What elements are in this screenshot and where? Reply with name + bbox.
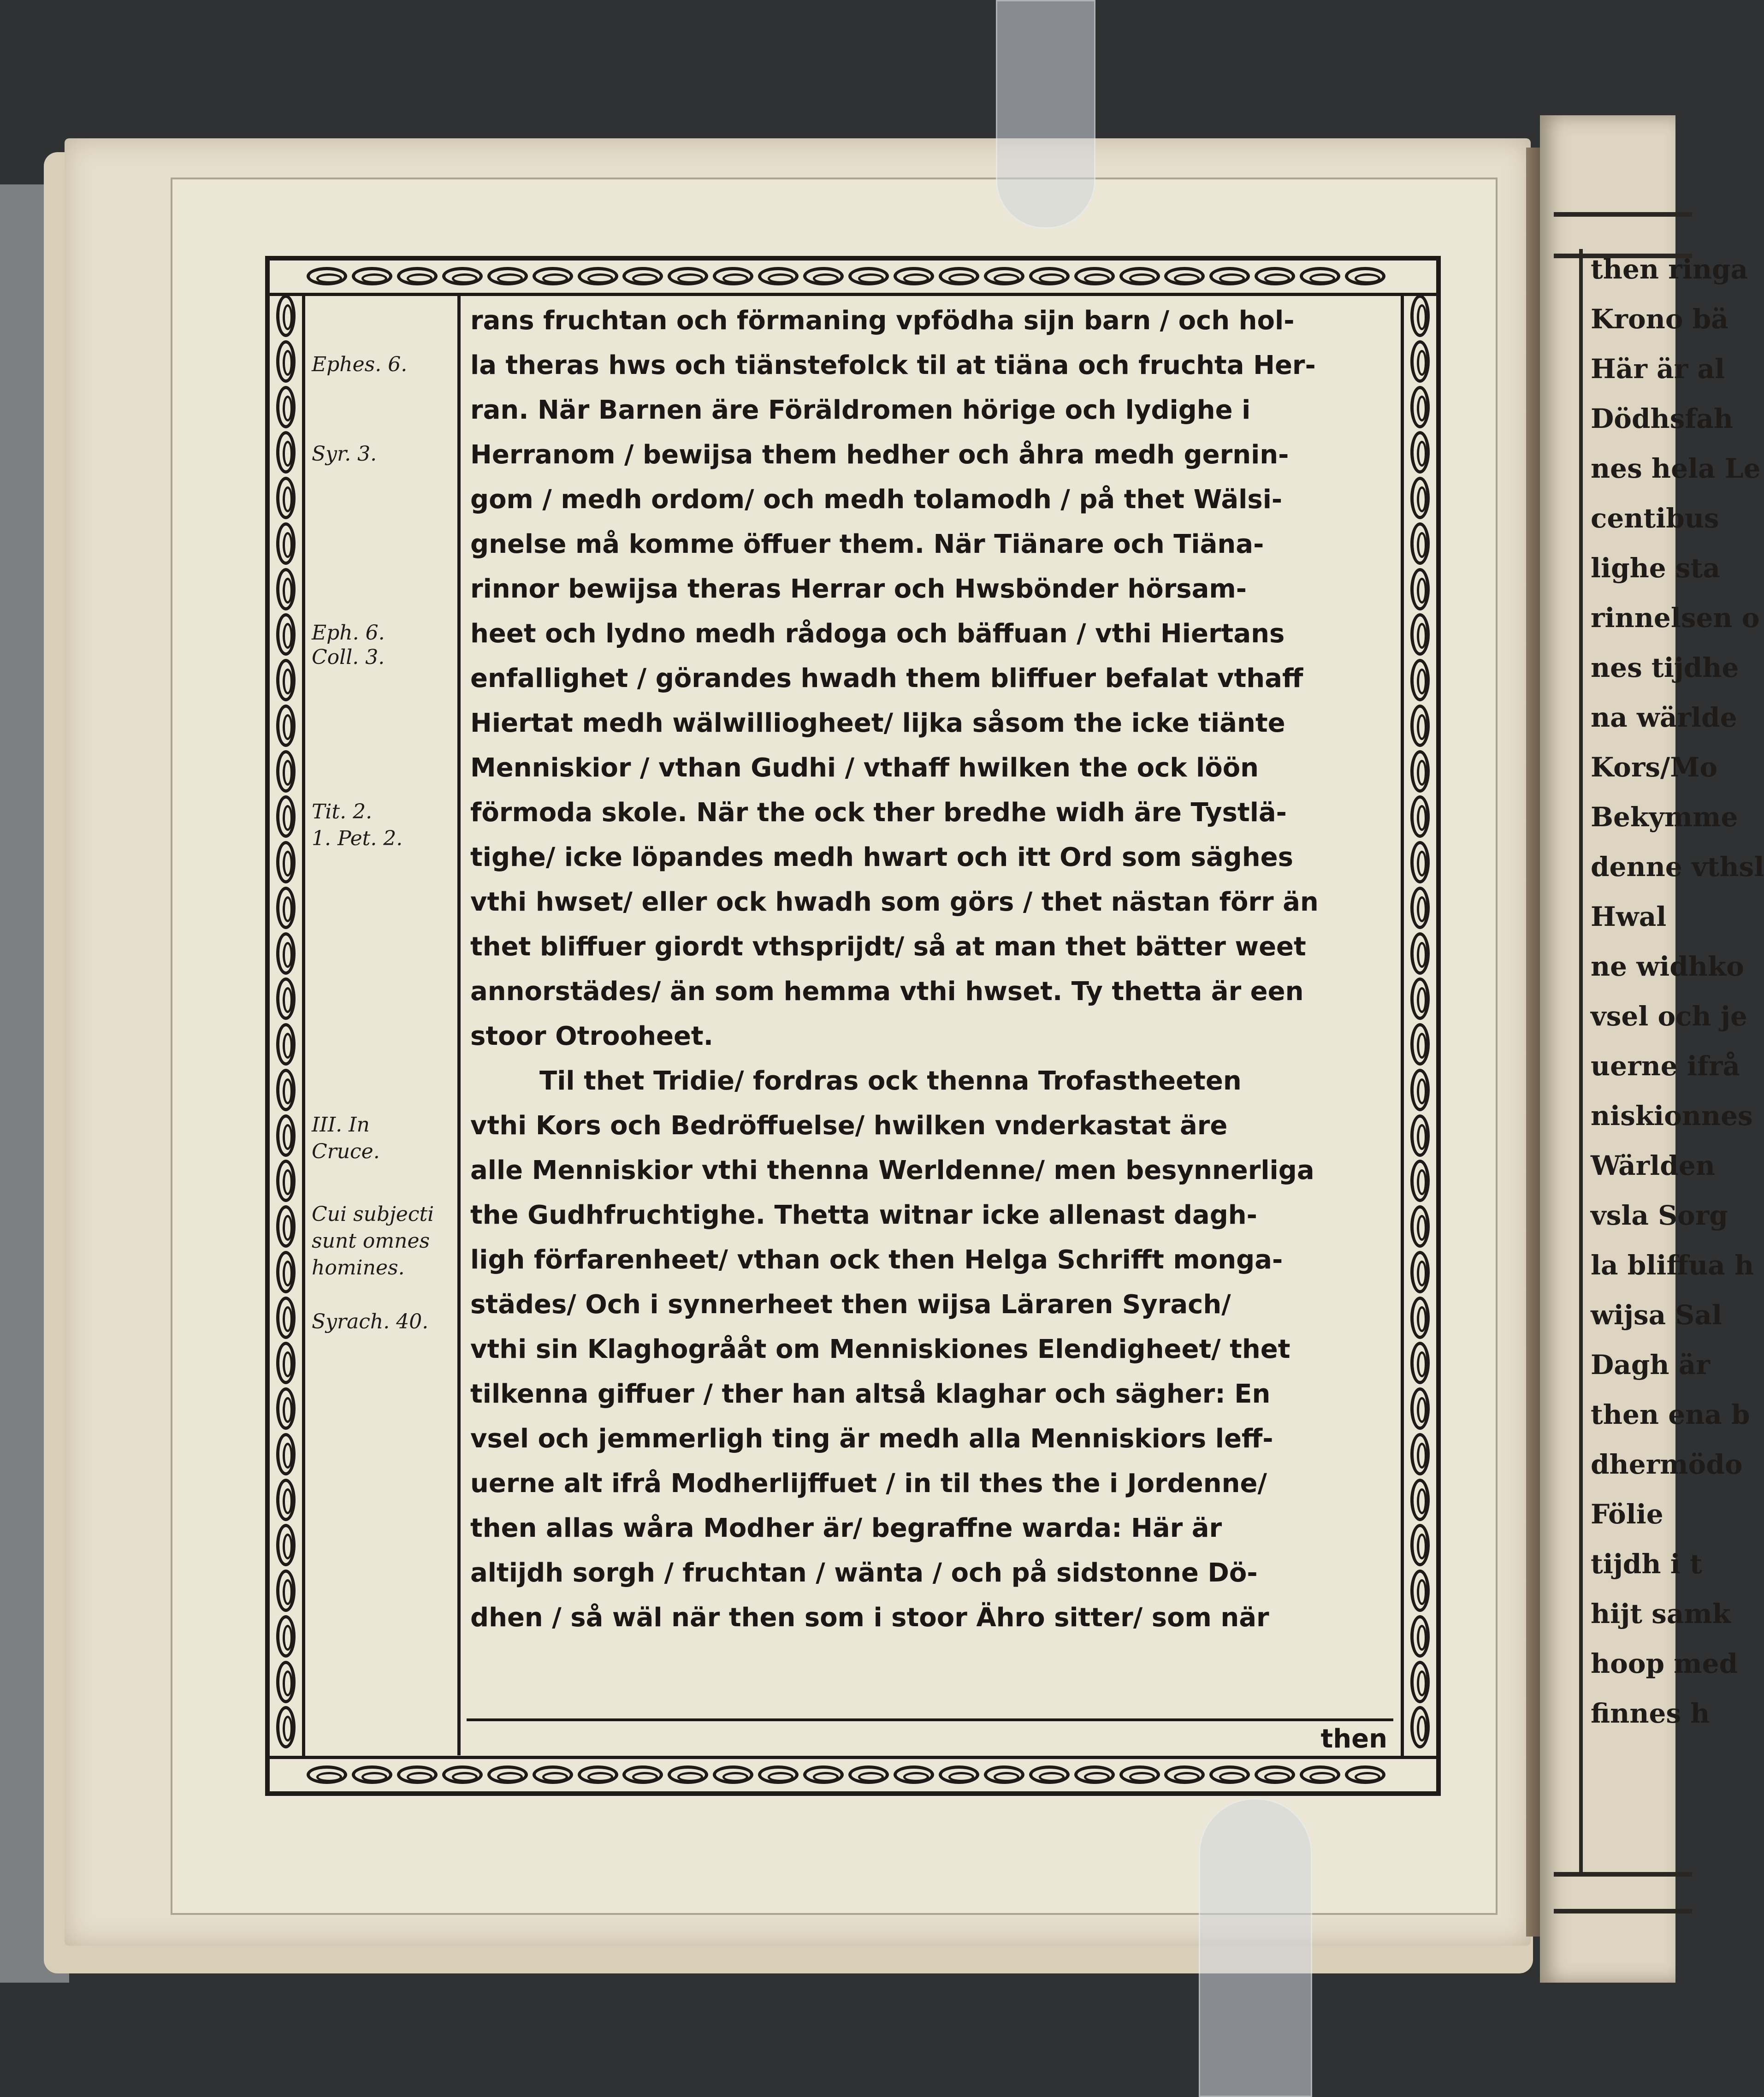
right-page-line: vsel och je — [1591, 1001, 1747, 1032]
chain-link — [1345, 267, 1385, 285]
chain-link — [533, 1765, 573, 1784]
chain-link — [622, 267, 663, 285]
right-page-line: Bekymme — [1591, 801, 1738, 833]
chain-link — [397, 267, 438, 285]
chain-link — [1029, 1765, 1070, 1784]
chain-link — [307, 267, 347, 285]
chain-link — [1410, 1251, 1430, 1293]
chain-link — [276, 1023, 296, 1066]
chain-link — [352, 267, 392, 285]
chain-link — [276, 1524, 296, 1566]
chain-link — [352, 1765, 392, 1784]
chain-link — [1410, 1160, 1430, 1202]
chain-link — [984, 267, 1024, 285]
text-line: vthi Kors och Bedröffuelse/ hwilken vnderkastat äre — [470, 1111, 1228, 1141]
chain-link — [276, 705, 296, 747]
margin-note: homines. — [312, 1256, 405, 1280]
margin-notes-column — [305, 296, 461, 1755]
chain-link — [487, 267, 528, 285]
text-line: alle Menniskior vthi thenna Werldenne/ men besynnerliga — [470, 1155, 1314, 1185]
chain-link — [276, 1160, 296, 1202]
chain-link — [1119, 1765, 1160, 1784]
text-line: ran. När Barnen äre Föräldromen hörige och lydighe i — [470, 395, 1251, 425]
chain-link — [1410, 1114, 1430, 1157]
border-chain-bottom — [270, 1756, 1436, 1791]
margin-note: Cui subjecti — [312, 1203, 434, 1226]
right-page-line: uerne ifrå — [1591, 1050, 1740, 1082]
chain-link — [276, 340, 296, 383]
chain-link — [276, 1661, 296, 1703]
right-page-line: nes hela Le — [1591, 453, 1761, 484]
text-line: the Gudhfruchtighe. Thetta witnar icke allenast dagh- — [470, 1200, 1257, 1230]
right-page-line: Hwal — [1591, 901, 1667, 932]
bottom-page-clip — [1199, 1798, 1312, 2097]
chain-link — [276, 932, 296, 975]
chain-link — [894, 1765, 934, 1784]
chain-link — [442, 267, 483, 285]
chain-link — [622, 1765, 663, 1784]
chain-link — [1029, 267, 1070, 285]
right-page-line: Krono bä — [1591, 303, 1728, 335]
border-chain-left — [270, 293, 305, 1759]
chain-link — [713, 267, 753, 285]
right-page-line: tijdh i t — [1591, 1548, 1702, 1580]
chain-link — [276, 1069, 296, 1111]
chain-link — [1410, 568, 1430, 610]
text-line: gom / medh ordom/ och medh tolamodh / på thet Wälsi- — [470, 485, 1283, 515]
chain-link — [276, 887, 296, 929]
chain-link — [1410, 659, 1430, 701]
chain-link — [848, 267, 889, 285]
chain-link — [1300, 1765, 1340, 1784]
chain-link — [1410, 1615, 1430, 1658]
text-line: vsel och jemmerligh ting är medh alla Menniskiors leff- — [470, 1424, 1273, 1454]
chain-link — [1410, 841, 1430, 883]
margin-note: Ephes. 6. — [312, 353, 408, 376]
chain-link — [1410, 386, 1430, 428]
main-text-column — [462, 296, 1396, 1755]
text-line: thet bliffuer giordt vthsprijdt/ så at man thet bätter weet — [470, 932, 1306, 962]
chain-link — [1209, 267, 1250, 285]
chain-link — [276, 977, 296, 1020]
chain-link — [1410, 1387, 1430, 1430]
chain-link — [1255, 1765, 1295, 1784]
right-page-line: then ringa — [1591, 254, 1748, 285]
chain-link — [276, 1114, 296, 1157]
right-page-line: finnes h — [1591, 1698, 1710, 1729]
text-line: tilkenna giffuer / ther han altså klaghar och sägher: En — [470, 1379, 1271, 1409]
chain-link — [1410, 887, 1430, 929]
chain-link — [1410, 705, 1430, 747]
chain-link — [939, 267, 979, 285]
chain-link — [276, 386, 296, 428]
chain-link — [276, 841, 296, 883]
right-page-bottom-ornament — [1554, 1872, 1692, 1913]
chain-link — [1074, 1765, 1115, 1784]
margin-note: Tit. 2. — [312, 800, 373, 823]
chain-link — [533, 267, 573, 285]
right-page-line: Här är al — [1591, 353, 1725, 385]
chain-link — [1410, 1524, 1430, 1566]
chain-link — [442, 1765, 483, 1784]
chain-link — [668, 267, 708, 285]
chain-link — [1410, 1479, 1430, 1521]
right-page-line: Fölie — [1591, 1499, 1663, 1530]
text-line: städes/ Och i synnerheet then wijsa Läraren Syrach/ — [470, 1290, 1231, 1320]
right-page-line: nes tijdhe — [1591, 652, 1739, 683]
text-line: Hiertat medh wälwilliogheet/ lijka såsom the icke tiänte — [470, 708, 1285, 738]
chain-link — [1164, 267, 1205, 285]
text-line: altijdh sorgh / fruchtan / wänta / och på sidstonne Dö- — [470, 1558, 1258, 1588]
text-line: la theras hws och tiänstefolck til at tiäna och fruchta Her- — [470, 350, 1316, 380]
chain-link — [276, 295, 296, 337]
chain-link — [276, 1387, 296, 1430]
chain-link — [276, 613, 296, 656]
chain-link — [578, 1765, 618, 1784]
chain-link — [1255, 267, 1295, 285]
chain-link — [1345, 1765, 1385, 1784]
right-page-top-ornament — [1554, 212, 1692, 258]
text-line: then allas wåra Modher är/ begraffne warda: Här är — [470, 1513, 1222, 1543]
right-page-line: la bliffua h — [1591, 1250, 1754, 1281]
chain-link — [276, 1570, 296, 1612]
margin-note: Eph. 6. — [312, 621, 385, 645]
chain-link — [276, 522, 296, 565]
chain-link — [984, 1765, 1024, 1784]
text-line: annorstädes/ än som hemma vthi hwset. Ty thetta är een — [470, 977, 1304, 1007]
chain-link — [1164, 1765, 1205, 1784]
chain-link — [1410, 977, 1430, 1020]
chain-link — [1410, 1205, 1430, 1248]
chain-link — [1410, 1433, 1430, 1475]
text-line: Menniskior / vthan Gudhi / vthaff hwilken the ock löön — [470, 753, 1259, 783]
chain-link — [1410, 1342, 1430, 1384]
right-page-line: centibus — [1591, 503, 1719, 534]
chain-link — [939, 1765, 979, 1784]
chain-link — [894, 267, 934, 285]
chain-link — [1410, 295, 1430, 337]
chain-link — [307, 1765, 347, 1784]
chain-link — [1410, 613, 1430, 656]
right-page-line: ne widhko — [1591, 951, 1744, 982]
chain-link — [803, 267, 844, 285]
right-page-line: dhermödo — [1591, 1449, 1743, 1480]
right-page-line: niskionnes — [1591, 1100, 1753, 1131]
chain-link — [578, 267, 618, 285]
text-line: heet och lydno medh rådoga och bäffuan / vthi Hiertans — [470, 619, 1285, 649]
chain-link — [276, 1479, 296, 1521]
right-page-line: Wärlden — [1591, 1150, 1715, 1181]
chain-link — [668, 1765, 708, 1784]
text-line: Til thet Tridie/ fordras ock thenna Trofastheeten — [539, 1066, 1242, 1096]
text-line: tighe/ icke löpandes medh hwart och itt Ord som säghes — [470, 842, 1293, 872]
chain-link — [1119, 267, 1160, 285]
margin-note: Syr. 3. — [312, 442, 377, 466]
right-page-line: then ena b — [1591, 1399, 1750, 1430]
text-line: uerne alt ifrå Modherlijffuet / in til thes the i Jordenne/ — [470, 1469, 1267, 1499]
text-line: vthi sin Klaghogrååt om Menniskiones Elendigheet/ thet — [470, 1334, 1290, 1364]
right-page-line: rinnelsen o — [1591, 602, 1760, 634]
chain-link — [276, 568, 296, 610]
chain-link — [1410, 750, 1430, 793]
chain-link — [1209, 1765, 1250, 1784]
catchword: then — [1320, 1724, 1387, 1754]
right-page-line: Kors/Mo — [1591, 752, 1718, 783]
chain-link — [1410, 1661, 1430, 1703]
chain-link — [276, 795, 296, 838]
margin-note: 1. Pet. 2. — [312, 827, 403, 851]
ornamental-border-frame — [265, 256, 1441, 1796]
right-page-line: Dödhsfah — [1591, 403, 1734, 434]
text-line: rans fruchtan och förmaning vpfödha sijn barn / och hol- — [470, 306, 1295, 336]
text-line: Herranom / bewijsa them hedher och åhra medh gernin- — [470, 440, 1289, 470]
text-line: stoor Otrooheet. — [470, 1021, 713, 1051]
chain-link — [276, 1297, 296, 1339]
right-page-line: denne vthsl — [1591, 851, 1764, 883]
chain-link — [1410, 522, 1430, 565]
right-page-line: hoop med — [1591, 1648, 1738, 1679]
margin-note: III. In — [312, 1113, 370, 1137]
chain-link — [1410, 477, 1430, 519]
chain-link — [1410, 1706, 1430, 1748]
chain-link — [276, 477, 296, 519]
border-chain-top — [270, 261, 1436, 296]
chain-link — [758, 1765, 799, 1784]
right-page-line: hijt samk — [1591, 1598, 1731, 1629]
chain-link — [276, 1251, 296, 1293]
chain-link — [276, 1342, 296, 1384]
chain-link — [1410, 340, 1430, 383]
chain-link — [1410, 932, 1430, 975]
chain-link — [1410, 431, 1430, 474]
margin-note: Coll. 3. — [312, 646, 385, 669]
chain-link — [397, 1765, 438, 1784]
right-page-fragment — [1540, 115, 1764, 1983]
margin-note: sunt omnes — [312, 1229, 430, 1253]
chain-link — [276, 431, 296, 474]
chain-link — [713, 1765, 753, 1784]
text-line: dhen / så wäl när then som i stoor Ähro sitter/ som när — [470, 1603, 1269, 1633]
text-line: vthi hwset/ eller ock hwadh som görs / thet nästan förr än — [470, 887, 1319, 917]
margin-note: Cruce. — [312, 1140, 380, 1164]
text-line: enfallighet / görandes hwadh them bliffuer befalat vthaff — [470, 663, 1303, 693]
right-page-line: vsla Sorg — [1591, 1200, 1728, 1231]
text-line: ligh förfarenheet/ vthan ock then Helga Schrifft monga- — [470, 1245, 1283, 1275]
chain-link — [848, 1765, 889, 1784]
right-page-line: na wärlde — [1591, 702, 1737, 733]
chain-link — [276, 750, 296, 793]
top-page-clip — [996, 0, 1095, 229]
chain-link — [276, 1615, 296, 1658]
text-line: förmoda skole. När the ock ther bredhe widh äre Tystlä- — [470, 798, 1287, 828]
chain-link — [1300, 267, 1340, 285]
right-page-line: wijsa Sal — [1591, 1299, 1722, 1331]
chain-link — [1410, 1570, 1430, 1612]
chain-link — [276, 1433, 296, 1475]
chain-link — [1410, 795, 1430, 838]
right-page-line: lighe sta — [1591, 552, 1720, 584]
chain-link — [1074, 267, 1115, 285]
right-page-line: Dagh är — [1591, 1349, 1710, 1380]
chain-link — [758, 267, 799, 285]
chain-link — [487, 1765, 528, 1784]
text-line: rinnor bewijsa theras Herrar och Hwsbönder hörsam- — [470, 574, 1247, 604]
margin-note: Syrach. 40. — [312, 1309, 429, 1333]
chain-link — [276, 1205, 296, 1248]
text-bottom-rule — [467, 1718, 1393, 1721]
text-line: gnelse må komme öffuer them. När Tiänare och Tiäna- — [470, 529, 1264, 559]
chain-link — [803, 1765, 844, 1784]
border-chain-right — [1401, 293, 1436, 1759]
chain-link — [276, 659, 296, 701]
chain-link — [276, 1706, 296, 1748]
right-page-margin-rule — [1579, 249, 1583, 1872]
chain-link — [1410, 1297, 1430, 1339]
